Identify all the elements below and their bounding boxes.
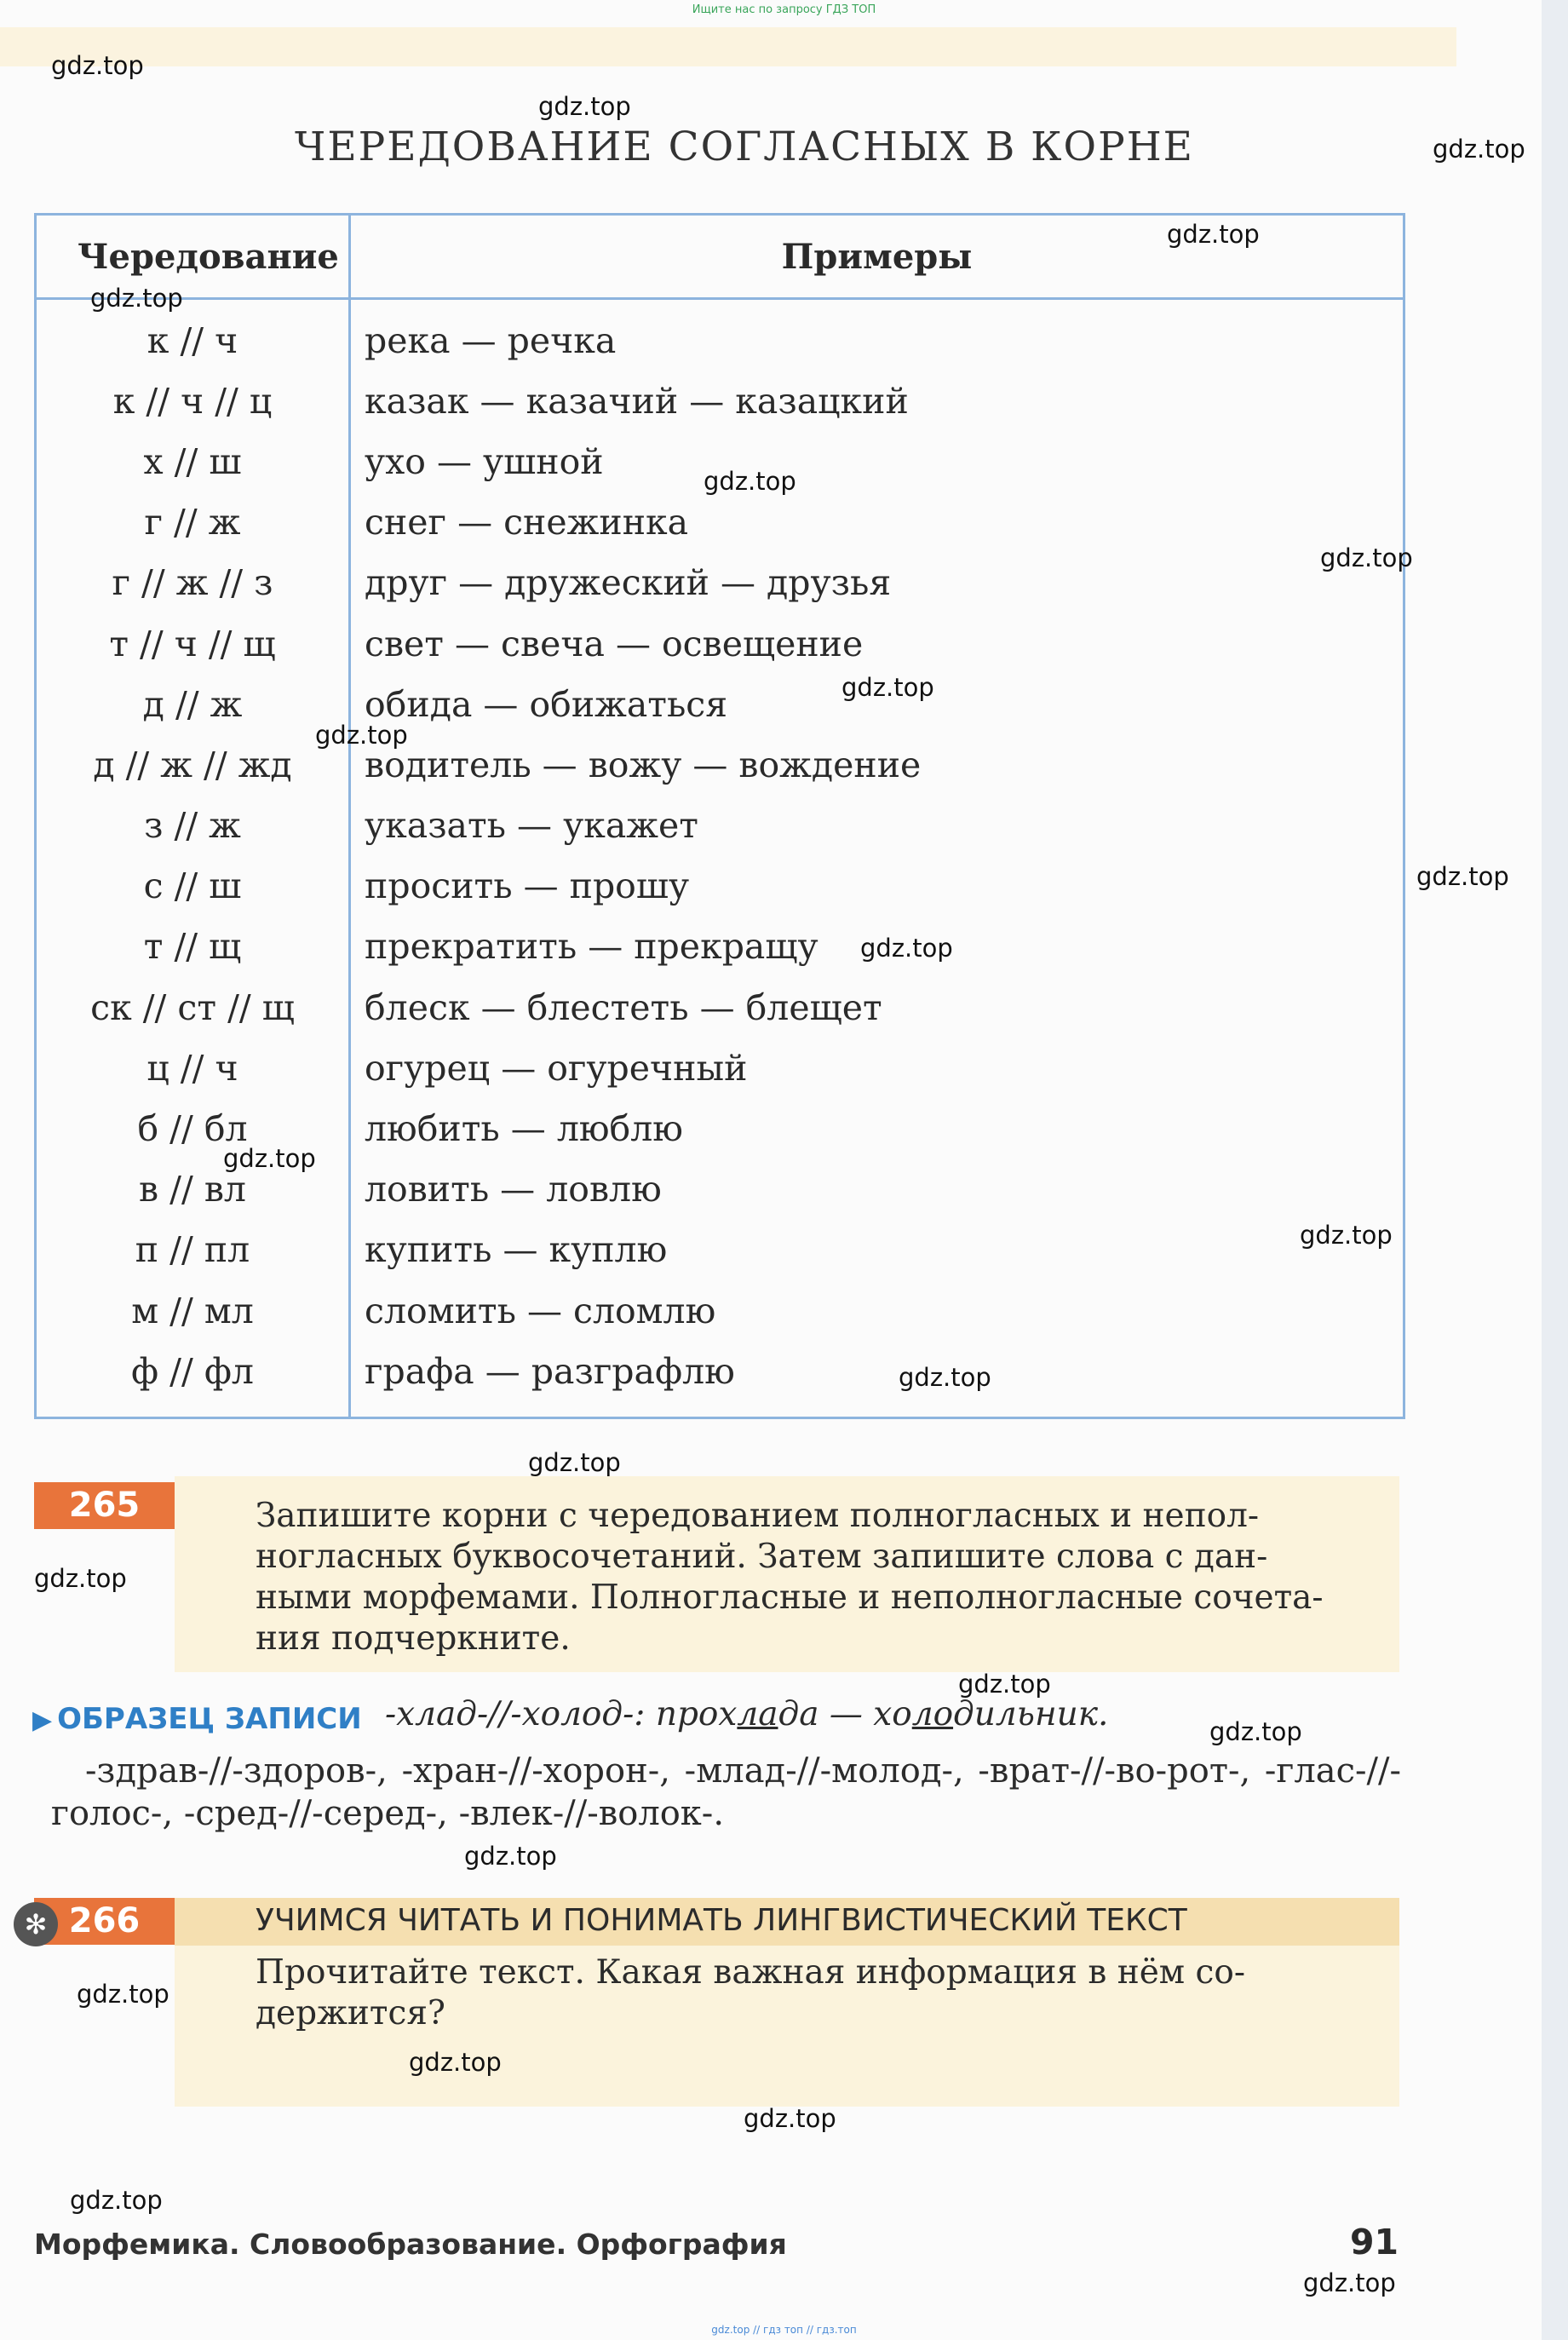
alternation-cell: д // ж	[36, 674, 350, 734]
sample-label	[32, 1702, 362, 1736]
page-number: 91	[1350, 2222, 1399, 2262]
exercise-265-number: 265	[34, 1482, 175, 1529]
watermark: gdz.top	[1300, 1221, 1393, 1250]
sample-underlined: ло	[911, 1695, 954, 1733]
alternation-table	[34, 213, 1405, 1419]
exercise-265-words: -здрав-//-здоров-, -хран-//-хорон-, -млад-//-молод-, -врат-//-во-рот-, -глас-//-голос-, -сред-//-серед-, -влек-//-волок-.	[51, 1751, 1401, 1833]
examples-cell: водитель — вожу — вождение	[365, 744, 922, 785]
alternation-cell: д // ж // жд	[36, 734, 350, 795]
table-row	[36, 492, 1404, 553]
table-row	[36, 613, 1404, 674]
page-edge	[1542, 0, 1568, 2340]
sample-part: -хлад-//-холод-: прох	[385, 1695, 738, 1733]
bottom-note: gdz.top // гдз топ // гдз.топ	[711, 2324, 857, 2336]
watermark: gdz.top	[1320, 543, 1413, 572]
table-row	[36, 977, 1404, 1038]
table-row	[36, 917, 1404, 977]
examples-cell: прекратить — прекращу	[365, 926, 818, 968]
alternation-cell: х // ш	[36, 431, 350, 492]
table-row	[36, 553, 1404, 613]
table-row	[36, 299, 1404, 371]
exercise-266-line: держится?	[256, 1994, 445, 2032]
examples-cell: снег — снежинка	[365, 502, 689, 543]
alternation-cell: т // ч // щ	[36, 613, 350, 674]
watermark: gdz.top	[860, 934, 953, 963]
triangle-icon: ▶	[32, 1705, 53, 1735]
table-row	[36, 1280, 1404, 1341]
page-title: ЧЕРЕДОВАНИЕ СОГЛАСНЫХ В КОРНЕ	[295, 124, 1194, 170]
sample-part: дильник.	[953, 1695, 1109, 1733]
alternation-cell: п // пл	[36, 1220, 350, 1280]
exercise-265-line: ния подчеркните.	[256, 1619, 571, 1658]
alternation-cell: г // ж	[36, 492, 350, 553]
watermark: gdz.top	[528, 1448, 621, 1477]
alternation-cell: г // ж // з	[36, 553, 350, 613]
watermark: gdz.top	[315, 721, 408, 750]
examples-cell: просить — прошу	[365, 865, 690, 907]
watermark: gdz.top	[51, 51, 144, 80]
watermark: gdz.top	[409, 2048, 502, 2077]
watermark: gdz.top	[1416, 862, 1509, 891]
header-note: Ищите нас по запросу ГДЗ ТОП	[692, 3, 876, 16]
examples-cell: свет — свеча — освещение	[365, 623, 864, 664]
examples-cell: сломить — сломлю	[365, 1290, 716, 1331]
alternation-cell: к // ч	[36, 299, 350, 371]
header-examples: Примеры	[350, 215, 1404, 299]
examples-cell: друг — дружеский — друзья	[365, 562, 892, 604]
examples-cell: графа — разграфлю	[365, 1350, 735, 1392]
table-row	[36, 734, 1404, 795]
examples-cell: любить — люблю	[365, 1108, 683, 1150]
examples-cell: обида — обижаться	[365, 683, 728, 725]
alternation-cell: ц // ч	[36, 1038, 350, 1098]
examples-cell: ухо — ушной	[365, 440, 604, 482]
watermark: gdz.top	[744, 2104, 836, 2133]
alternation-cell: б // бл	[36, 1098, 350, 1159]
exercise-266-line: Прочитайте текст. Какая важная информация в нём со-	[256, 1953, 1246, 1992]
alternation-cell: в // вл	[36, 1159, 350, 1220]
alternation-cell: м // мл	[36, 1280, 350, 1341]
watermark: gdz.top	[34, 1564, 127, 1593]
header-alternation: Чередование	[36, 215, 350, 299]
watermark: gdz.top	[841, 673, 934, 702]
watermark: gdz.top	[77, 1980, 169, 2009]
watermark: gdz.top	[1433, 135, 1525, 164]
alternation-cell: с // ш	[36, 856, 350, 917]
table-row	[36, 1220, 1404, 1280]
table-row	[36, 856, 1404, 917]
examples-cell: блеск — блестеть — блещет	[365, 986, 882, 1028]
sample-label-text: ОБРАЗЕЦ ЗАПИСИ	[57, 1702, 362, 1736]
sample-underlined: ла	[737, 1695, 778, 1733]
sample-text	[385, 1695, 1108, 1733]
watermark: gdz.top	[704, 467, 796, 496]
table-row	[36, 1038, 1404, 1098]
alternation-cell: з // ж	[36, 796, 350, 856]
watermark: gdz.top	[70, 2186, 163, 2215]
table-row	[36, 796, 1404, 856]
table-row	[36, 1341, 1404, 1418]
watermark: gdz.top	[958, 1670, 1051, 1699]
watermark: gdz.top	[223, 1144, 316, 1173]
star-icon: ✻	[14, 1902, 58, 1946]
table-row	[36, 674, 1404, 734]
examples-cell: указать — укажет	[365, 805, 698, 847]
alternation-cell: к // ч // ц	[36, 371, 350, 431]
alternation-cell: ф // фл	[36, 1341, 350, 1418]
watermark: gdz.top	[538, 92, 631, 121]
exercise-265-line: ногласных буквосочетаний. Затем запишите слова с дан-	[256, 1538, 1268, 1576]
exercise-265-line: ными морфемами. Полногласные и неполногласные сочета-	[256, 1578, 1324, 1617]
exercise-266-number: 266	[34, 1898, 175, 1945]
table-row	[36, 371, 1404, 431]
exercise-265-text	[256, 1496, 1388, 1659]
watermark: gdz.top	[464, 1842, 557, 1871]
examples-cell: купить — куплю	[365, 1229, 668, 1271]
exercise-266-heading: УЧИМСЯ ЧИТАТЬ И ПОНИМАТЬ ЛИНГВИСТИЧЕСКИЙ ТЕКСТ	[256, 1903, 1187, 1938]
watermark: gdz.top	[1303, 2268, 1396, 2297]
top-band	[0, 27, 1456, 66]
exercise-266-text	[256, 1952, 1388, 2034]
sample-part: да — хо	[778, 1695, 912, 1733]
examples-cell: казак — казачий — казацкий	[365, 380, 909, 422]
watermark: gdz.top	[899, 1363, 991, 1392]
exercise-265-line: Запишите корни с чередованием полногласных и непол-	[256, 1497, 1260, 1535]
examples-cell: река — речка	[365, 319, 617, 361]
watermark: gdz.top	[90, 284, 183, 313]
alternation-cell: т // щ	[36, 917, 350, 977]
examples-cell: ловить — ловлю	[365, 1169, 662, 1210]
watermark: gdz.top	[1167, 220, 1260, 249]
alternation-cell: ск // ст // щ	[36, 977, 350, 1038]
watermark: gdz.top	[1209, 1717, 1302, 1746]
examples-cell: огурец — огуречный	[365, 1047, 748, 1089]
footer-section: Морфемика. Словообразование. Орфография	[34, 2228, 787, 2261]
